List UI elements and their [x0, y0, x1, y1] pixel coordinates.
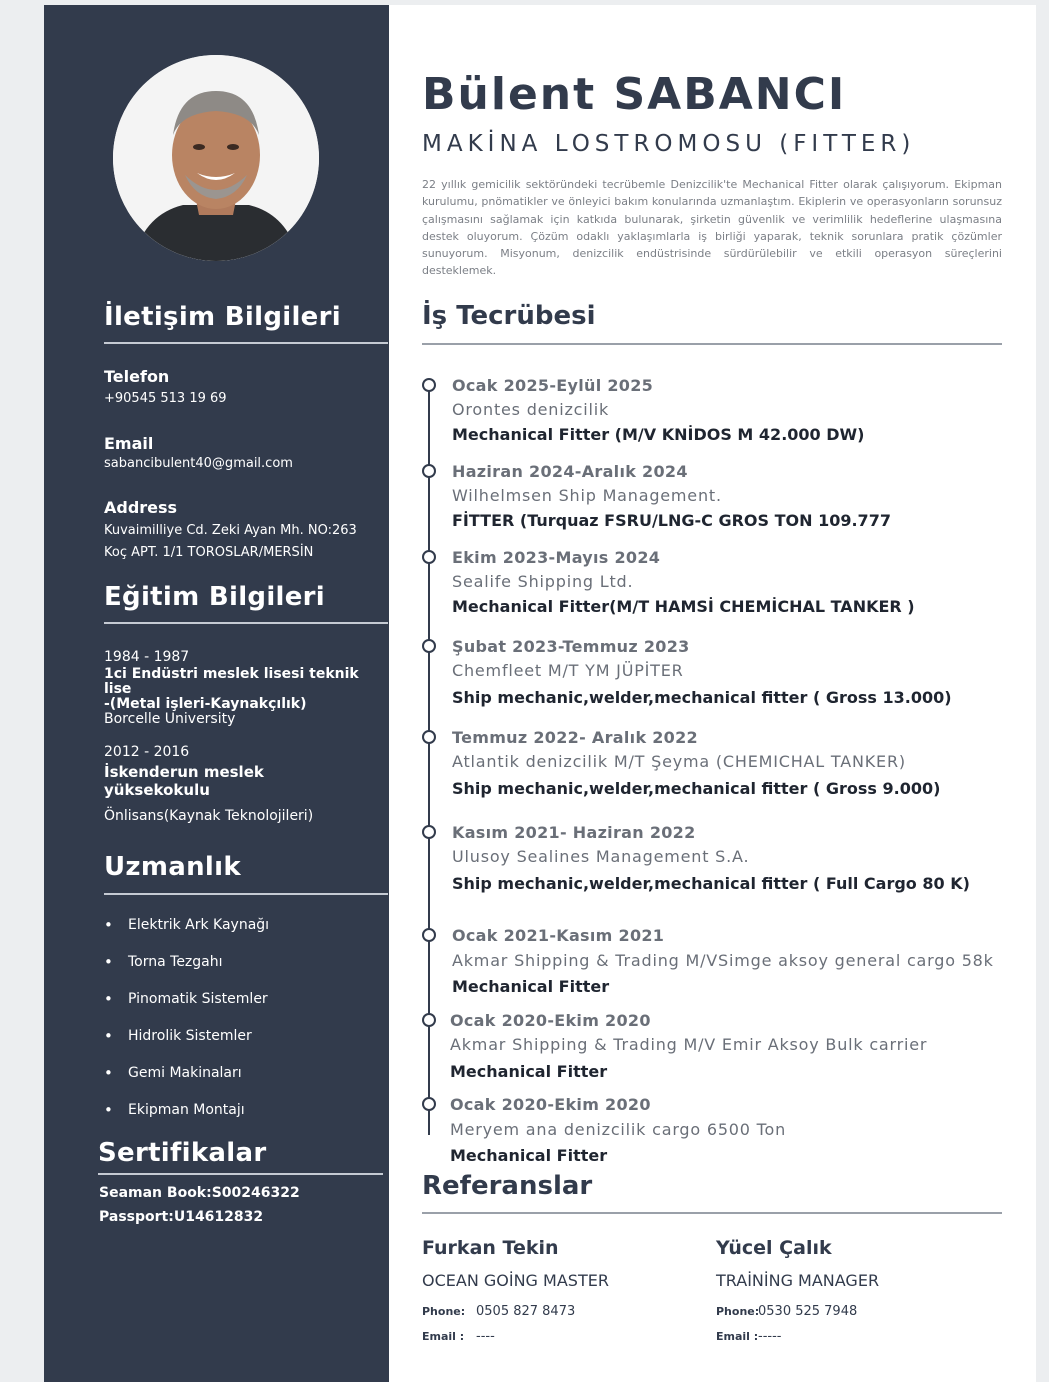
references-heading: Referanslar	[422, 1171, 593, 1201]
email-label: Email	[104, 434, 154, 453]
timeline-dot	[422, 1097, 436, 1111]
experience-role: Mechanical Fitter	[452, 977, 610, 996]
experience-company: Atlantik denizcilik M/T Şeyma (CHEMICHAL TANKER)	[452, 752, 906, 771]
experience-role: Mechanical Fitter (M/V KNİDOS M 42.000 DW)	[452, 425, 865, 444]
education-school: 1ci Endüstri meslek lisesi teknik lise	[104, 666, 359, 697]
reference-phone-label: Phone:	[422, 1305, 466, 1318]
reference-position: TRAİNİNG MANAGER	[716, 1271, 880, 1290]
experience-period: Ekim 2023-Mayıs 2024	[452, 548, 661, 567]
reference-phone	[422, 1304, 575, 1319]
experience-period: Ocak 2020-Ekim 2020	[450, 1011, 651, 1030]
skill-item: • Gemi Makinaları	[104, 1065, 269, 1102]
skill-item: • Hidrolik Sistemler	[104, 1028, 269, 1065]
skill-item: • Elektrik Ark Kaynağı	[104, 917, 269, 954]
experience-role: Mechanical Fitter	[450, 1146, 608, 1165]
timeline-dot	[422, 730, 436, 744]
reference-name: Yücel Çalık	[716, 1237, 832, 1259]
timeline-dot	[422, 639, 436, 653]
reference-email	[716, 1329, 781, 1344]
reference-phone-label: Phone:	[716, 1305, 760, 1318]
skill-item: • Torna Tezgahı	[104, 954, 269, 991]
certificate-item: Seaman Book:S00246322	[99, 1185, 300, 1201]
reference-name: Furkan Tekin	[422, 1237, 559, 1259]
phone-value: +90545 513 19 69	[104, 391, 227, 406]
experience-company: Ulusoy Sealines Management S.A.	[452, 847, 750, 866]
phone-label: Telefon	[104, 367, 170, 386]
experience-role: FİTTER (Turquaz FSRU/LNG-C GROS TON 109.777	[452, 511, 891, 530]
profile-summary: 22 yıllık gemicilik sektöründeki tecrübemle Denizcilik'te Mechanical Fitter olarak çalışıyorum. Ekipman kurulumu, pnömatikler ve önleyici bakım konularında uzmanlaştım. Ekiplerin ve operasyonların sorunsuz çalışmasını sağlamak için katkıda bulunarak, şirketin güvenlik ve verimlilik hedeflerine ulaşmasına destek oluyorum. Çözüm odaklı yaklaşımlarla iş birliği yaparak, teknik sorunlara pratik çözümler sunuyorum. Misyonum, denizcilik endüstrisinde sürdürülebilir ve etkili operasyon süreçlerini desteklemek.	[422, 178, 1002, 278]
reference-phone	[716, 1304, 857, 1319]
references-divider	[422, 1212, 1002, 1214]
education-item	[104, 649, 374, 727]
address-label: Address	[104, 498, 178, 517]
experience-period: Ocak 2025-Eylül 2025	[452, 376, 654, 395]
experience-company: Chemfleet M/T YM JÜPİTER	[452, 661, 684, 680]
experience-period: Ocak 2021-Kasım 2021	[452, 926, 665, 945]
experience-company: Sealife Shipping Ltd.	[452, 572, 634, 591]
timeline-dot	[422, 1013, 436, 1027]
education-school: İskenderun meslek yüksekokulu	[104, 763, 264, 799]
experience-company: Akmar Shipping & Trading M/VSimge aksoy general cargo 58k	[452, 951, 994, 970]
skills-divider	[104, 893, 388, 895]
person-name: Bülent SABANCI	[422, 69, 847, 120]
experience-company: Orontes denizcilik	[452, 400, 610, 419]
experience-role: Ship mechanic,welder,mechanical fitter ( Full Cargo 80 K)	[452, 874, 970, 893]
experience-company: Meryem ana denizcilik cargo 6500 Ton	[450, 1120, 787, 1139]
experience-period: Haziran 2024-Aralık 2024	[452, 462, 688, 481]
reference-card	[716, 1237, 996, 1344]
experience-company: Akmar Shipping & Trading M/V Emir Aksoy Bulk carrier	[450, 1035, 928, 1054]
email-value[interactable]: sabancibulent40@gmail.com	[104, 456, 293, 471]
education-years: 2012 - 2016	[104, 744, 190, 760]
education-heading: Eğitim Bilgileri	[104, 582, 326, 612]
sidebar	[44, 5, 389, 1382]
experience-heading: İş Tecrübesi	[422, 301, 596, 331]
education-years: 1984 - 1987	[104, 649, 190, 665]
experience-period: Kasım 2021- Haziran 2022	[452, 823, 696, 842]
experience-period: Ocak 2020-Ekim 2020	[450, 1095, 651, 1114]
timeline-dot	[422, 928, 436, 942]
reference-phone-value: 0530 525 7948	[758, 1304, 858, 1319]
reference-card	[422, 1237, 702, 1344]
reference-email-label: Email :	[716, 1330, 759, 1343]
certificate-item: Passport:U14612832	[99, 1209, 264, 1225]
profile-photo	[113, 55, 319, 261]
timeline-dot	[422, 378, 436, 392]
reference-email-label: Email :	[422, 1330, 465, 1343]
education-divider	[104, 622, 388, 624]
certificates-heading: Sertifikalar	[98, 1138, 267, 1168]
profile-photo-image	[113, 55, 319, 261]
experience-divider	[422, 343, 1002, 345]
experience-period: Şubat 2023-Temmuz 2023	[452, 637, 690, 656]
address-line-2: Koç APT. 1/1 TOROSLAR/MERSİN	[104, 545, 314, 560]
timeline-dot	[422, 464, 436, 478]
experience-role: Ship mechanic,welder,mechanical fitter ( Gross 13.000)	[452, 688, 952, 707]
address-line-1: Kuvaimilliye Cd. Zeki Ayan Mh. NO:263	[104, 523, 357, 538]
experience-role: Mechanical Fitter	[450, 1062, 608, 1081]
job-title: MAKİNA LOSTROMOSU (FITTER)	[422, 131, 916, 157]
education-university: Borcelle University	[104, 711, 236, 727]
reference-email-value: ----	[476, 1329, 495, 1344]
education-department: -(Metal işleri-Kaynakçılık)	[104, 696, 307, 712]
reference-email-value: -----	[758, 1329, 782, 1344]
experience-role: Mechanical Fitter(M/T HAMSİ CHEMİCHAL TANKER )	[452, 597, 915, 616]
education-item	[104, 744, 374, 824]
skills-list	[104, 917, 269, 1139]
reference-email	[422, 1329, 495, 1344]
experience-role: Ship mechanic,welder,mechanical fitter ( Gross 9.000)	[452, 779, 941, 798]
skills-heading: Uzmanlık	[104, 852, 241, 882]
contact-heading: İletişim Bilgileri	[104, 302, 341, 332]
reference-phone-value: 0505 827 8473	[476, 1304, 576, 1319]
experience-company: Wilhelmsen Ship Management.	[452, 486, 722, 505]
contact-divider	[104, 342, 388, 344]
skill-item: • Ekipman Montajı	[104, 1102, 269, 1139]
timeline-dot	[422, 550, 436, 564]
reference-position: OCEAN GOİNG MASTER	[422, 1271, 609, 1290]
timeline-dot	[422, 825, 436, 839]
resume-page	[44, 5, 1036, 1382]
skill-item: • Pinomatik Sistemler	[104, 991, 269, 1028]
experience-period: Temmuz 2022- Aralık 2022	[452, 728, 698, 747]
certificates-divider	[98, 1173, 383, 1175]
education-degree: Önlisans(Kaynak Teknolojileri)	[104, 808, 314, 824]
